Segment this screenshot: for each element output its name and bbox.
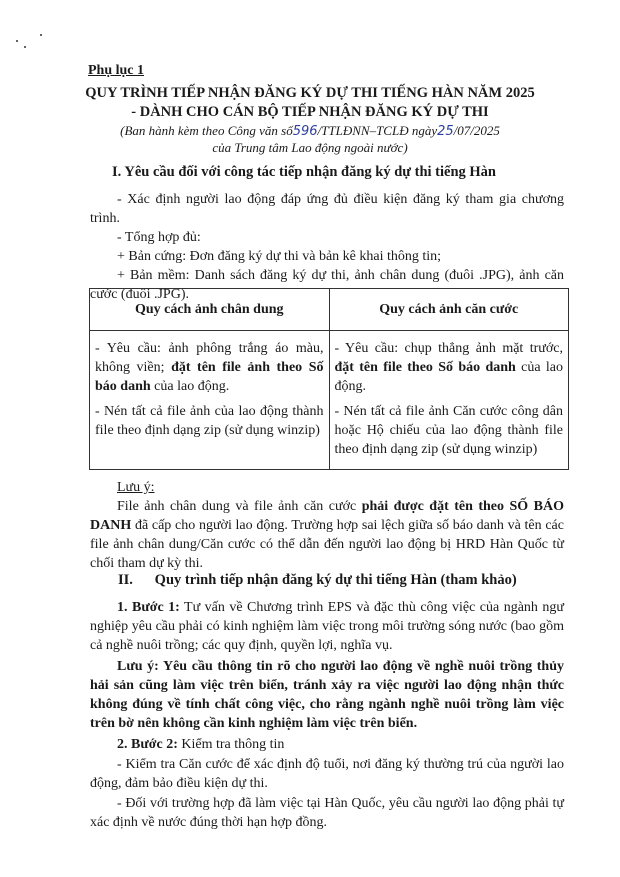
cell-text-bold: đặt tên file ảnh theo Số báo danh xyxy=(95,360,324,394)
note1-paragraph xyxy=(90,497,564,573)
cell-text: - Yêu cầu: ảnh phông trắng áo màu, không viền; xyxy=(95,341,324,375)
step1-paragraph xyxy=(90,598,564,655)
step-label: 2. Bước 2: xyxy=(117,737,178,752)
section1-heading: I. Yêu cầu đối với công tác tiếp nhận đăng ký dự thi tiếng Hàn xyxy=(112,164,496,180)
table-header-id-card: Quy cách ảnh căn cước xyxy=(329,289,569,331)
step2-detail: - Đối với trường hợp đã làm việc tại Hàn Quốc, yêu cầu người lao động phải tự xác định về nước đúng thời hạn hợp đồng. xyxy=(90,796,564,830)
step-label: 1. Bước 1: xyxy=(117,600,180,615)
note-label-text: Lưu ý: xyxy=(117,480,155,495)
scan-speck xyxy=(40,34,42,36)
step-text: Tư vấn về Chương trình EPS và đặc thù công việc của ngành ngư nghiệp yêu cầu phải có kinh nghiệm làm việc trong môi trường sóng nước (bao gồm cả nghề nuôi trồng; các quy định, quyền lợi, nghĩa vụ. xyxy=(90,600,564,653)
note-text-bold: phải được đặt tên theo SỐ BÁO DANH xyxy=(90,499,564,533)
note1-label xyxy=(117,478,564,497)
step2-detail: - Kiểm tra Căn cước để xác định độ tuổi, nơi đăng ký thường trú của người lao động, đảm bảo điều kiện dự thi. xyxy=(90,757,564,791)
table-header-row xyxy=(90,289,569,331)
issued-by-line xyxy=(60,122,560,140)
table-cell-portrait xyxy=(90,331,330,470)
step-text: Kiểm tra thông tin xyxy=(177,737,285,752)
cell-paragraph: - Nén tất cả file ảnh Căn cước công dân hoặc Hộ chiếu của lao động thành file theo định dạng zip (sử dụng winzip) xyxy=(334,404,563,457)
issued-text-3: /07/2025 xyxy=(453,123,500,138)
handwritten-doc-number: 596 xyxy=(292,124,318,139)
issued-by-line2: của Trung tâm Lao động ngoài nước) xyxy=(212,140,408,155)
cell-text: - Yêu cầu: chụp thẳng ảnh mặt trước, xyxy=(334,341,563,356)
section1-paragraph: + Bản mềm: Danh sách đăng ký dự thi, ảnh chân dung (đuôi .JPG), ảnh căn cước (đuôi .JPG). xyxy=(90,268,564,302)
issued-text-2: /TTLĐNN–TCLĐ ngày xyxy=(317,123,438,138)
photo-requirements-table xyxy=(89,288,569,470)
cell-text: của lao động. xyxy=(334,360,564,394)
document-title-line1: QUY TRÌNH TIẾP NHẬN ĐĂNG KÝ DỰ THI TIẾNG HÀN NĂM 2025 xyxy=(85,85,535,101)
table-header-portrait: Quy cách ảnh chân dung xyxy=(90,289,330,331)
note-text: File ảnh chân dung và file ảnh căn cước xyxy=(117,499,362,514)
cell-text-bold: đặt tên file theo Số báo danh xyxy=(334,360,516,375)
step2-paragraph xyxy=(90,735,564,754)
cell-paragraph xyxy=(335,339,564,396)
cell-paragraph xyxy=(95,339,324,396)
section1-paragraph: - Xác định người lao động đáp ứng đủ điều kiện đăng ký tham gia chương trình. xyxy=(90,192,564,226)
note2-paragraph: Lưu ý: Yêu cầu thông tin rõ cho người lao động về nghề nuôi trồng thủy hải sản cũng làm việc trên biển, tránh xảy ra việc người lao động nhận thức không đúng về tính chất công việc, cho rằng ngành nghề nuôi trồng làm việc trên bờ nên không cần kinh nghiệm làm việc trên biển. xyxy=(90,659,564,731)
cell-text: của lao động. xyxy=(150,379,230,394)
section1-paragraph: - Tổng hợp đủ: xyxy=(117,230,201,245)
table-row xyxy=(90,331,569,470)
appendix-label: Phụ lục 1 xyxy=(88,63,145,78)
section2-heading: II. Quy trình tiếp nhận đăng ký dự thi tiếng Hàn (tham khảo) xyxy=(118,572,517,588)
scan-speck xyxy=(24,46,26,48)
document-title-line2: - DÀNH CHO CÁN BỘ TIẾP NHẬN ĐĂNG KÝ DỰ THI xyxy=(131,104,489,120)
table-cell-id-card xyxy=(329,331,569,470)
note-text: đã cấp cho người lao động. Trường hợp sai lệch giữa số báo danh và tên các file ảnh chân dung/Căn cước có thể dẫn đến người lao động bị HRD Hàn Quốc từ chối tham dự kỳ thi. xyxy=(90,518,564,571)
cell-paragraph: - Nén tất cả file ảnh của lao động thành file theo định dạng zip (sử dụng winzip) xyxy=(95,404,324,438)
section1-paragraph: + Bản cứng: Đơn đăng ký dự thi và bản kê khai thông tin; xyxy=(117,249,442,264)
handwritten-doc-day: 25 xyxy=(437,124,454,139)
scan-speck xyxy=(16,40,18,42)
issued-text-1: (Ban hành kèm theo Công văn số xyxy=(120,123,293,138)
